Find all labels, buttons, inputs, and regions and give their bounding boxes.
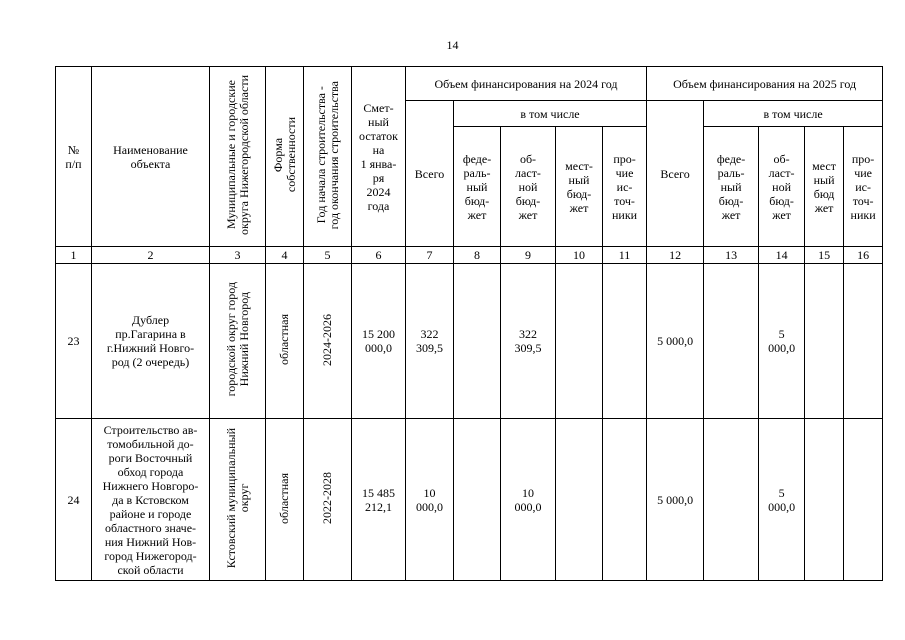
- construction-objects-table: [55, 66, 883, 581]
- estimate-balance: 15 200 000,0: [352, 264, 406, 419]
- header-federal-2024: феде- раль- ный бюд- жет: [454, 127, 501, 247]
- row-num: 23: [56, 264, 92, 419]
- federal-2024: [454, 264, 501, 419]
- column-number: 4: [266, 247, 304, 264]
- federal-2025: [704, 419, 759, 581]
- column-number: 9: [501, 247, 556, 264]
- column-number: 8: [454, 247, 501, 264]
- header-local-2025: мест ный бюд жет: [805, 127, 844, 247]
- other-2025: [844, 419, 883, 581]
- column-number: 1: [56, 247, 92, 264]
- local-2025: [805, 419, 844, 581]
- row-num: 24: [56, 419, 92, 581]
- column-number: 11: [603, 247, 647, 264]
- local-2024: [556, 419, 603, 581]
- header-other-2025: про- чие ис- точ- ники: [844, 127, 883, 247]
- construction-years: 2022-2028: [304, 419, 352, 581]
- other-2024: [603, 264, 647, 419]
- regional-2024: 10 000,0: [501, 419, 556, 581]
- header-name: Наименование объекта: [92, 67, 210, 247]
- header-other-2024: про- чие ис- точ- ники: [603, 127, 647, 247]
- column-number: 15: [805, 247, 844, 264]
- header-ownership: Форма собственности: [266, 67, 304, 247]
- header-local-2024: мест- ный бюд- жет: [556, 127, 603, 247]
- total-2025: 5 000,0: [647, 264, 704, 419]
- municipality: Кстовский муниципальный округ: [210, 419, 266, 581]
- header-regional-2024: об- ласт- ной бюд- жет: [501, 127, 556, 247]
- total-2024: 10 000,0: [406, 419, 454, 581]
- ownership: областная: [266, 419, 304, 581]
- column-number: 12: [647, 247, 704, 264]
- column-number: 10: [556, 247, 603, 264]
- local-2025: [805, 264, 844, 419]
- federal-2025: [704, 264, 759, 419]
- regional-2025: 5 000,0: [759, 264, 805, 419]
- header-estimate: Смет- ный остаток на 1 янва- ря 2024 года: [352, 67, 406, 247]
- page-number: 14: [446, 38, 459, 52]
- construction-years: 2024-2026: [304, 264, 352, 419]
- column-number-row: [56, 247, 883, 264]
- regional-2025: 5 000,0: [759, 419, 805, 581]
- ownership: областная: [266, 264, 304, 419]
- header-total-2024: Всего: [406, 101, 454, 247]
- header-municipality: Муниципальные и городские округа Нижегородской области: [210, 67, 266, 247]
- header-row-1: [56, 67, 883, 101]
- total-2024: 322 309,5: [406, 264, 454, 419]
- header-including-2025: в том числе: [704, 101, 883, 127]
- column-number: 16: [844, 247, 883, 264]
- estimate-balance: 15 485 212,1: [352, 419, 406, 581]
- header-regional-2025: об- ласт- ной бюд- жет: [759, 127, 805, 247]
- other-2024: [603, 419, 647, 581]
- other-2025: [844, 264, 883, 419]
- column-number: 7: [406, 247, 454, 264]
- column-number: 2: [92, 247, 210, 264]
- column-number: 13: [704, 247, 759, 264]
- header-federal-2025: феде- раль- ный бюд- жет: [704, 127, 759, 247]
- column-number: 5: [304, 247, 352, 264]
- column-number: 14: [759, 247, 805, 264]
- column-number: 6: [352, 247, 406, 264]
- municipality: городской округ город Нижний Новгород: [210, 264, 266, 419]
- object-name: Дублер пр.Гагарина в г.Нижний Новго- род (2 очередь): [92, 264, 210, 419]
- local-2024: [556, 264, 603, 419]
- table-row: [56, 264, 883, 419]
- regional-2024: 322 309,5: [501, 264, 556, 419]
- total-2025: 5 000,0: [647, 419, 704, 581]
- header-years: Год начала строительства - год окончания строительства: [304, 67, 352, 247]
- header-funding-2024: Объем финансирования на 2024 год: [406, 67, 647, 101]
- header-total-2025: Всего: [647, 101, 704, 247]
- header-funding-2025: Объем финансирования на 2025 год: [647, 67, 883, 101]
- header-including-2024: в том числе: [454, 101, 647, 127]
- table-row: [56, 419, 883, 581]
- object-name: Строительство ав- томобильной до- роги Восточный обход города Нижнего Новгоро- да в Кстовском районе и городе областного значе- ния Нижний Нов- город Нижегород- ской области: [92, 419, 210, 581]
- column-number: 3: [210, 247, 266, 264]
- federal-2024: [454, 419, 501, 581]
- header-num: № п/п: [56, 67, 92, 247]
